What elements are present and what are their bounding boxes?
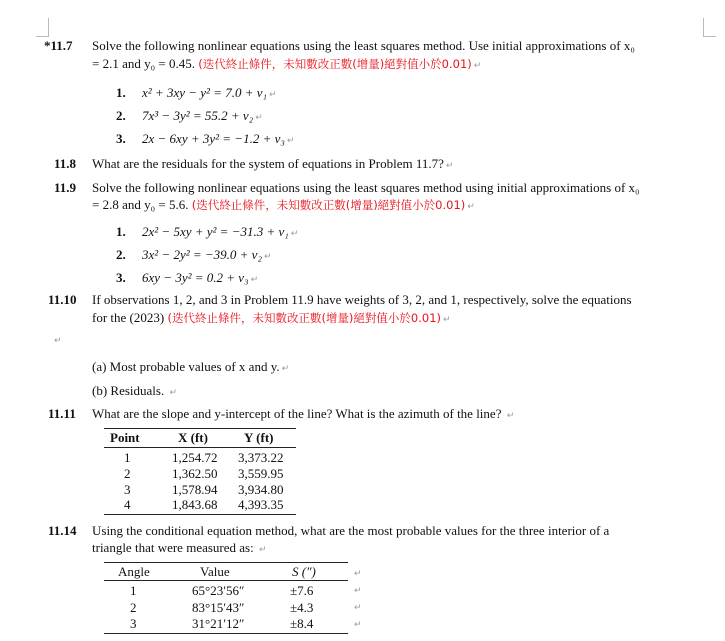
table-header: Angle (118, 564, 150, 579)
problem-number: 11.10 (48, 292, 77, 307)
table-header: S (″) (292, 564, 316, 579)
iteration-note: (迭代終止條件，未知數改正數(增量)絕對值小於0.01) (191, 198, 466, 212)
equation-label: 2. (116, 247, 126, 262)
problem-text: Solve the following nonlinear equations using the least squares method using initial approximations of x₀ (92, 180, 640, 195)
equation-label: 3. (116, 131, 126, 146)
equation-label: 1. (116, 85, 126, 100)
iteration-note: (迭代終止條件，未知數改正數(增量)絕對值小於0.01) (198, 57, 472, 71)
equation-label: 3. (116, 270, 126, 285)
problem-number: 11.9 (54, 180, 77, 195)
cell-end-marks: ↵ ↵ ↵ ↵ (354, 569, 362, 630)
sub-question: (b) Residuals. ↵ (92, 383, 178, 398)
equation: 2x² − 5xy + y² = −31.3 + v₁ ↵ (142, 224, 299, 239)
table-header: X (ft) (178, 430, 208, 445)
equation-label: 1. (116, 224, 126, 239)
problem-number: 11.8 (54, 156, 77, 171)
table-header-rule (104, 447, 296, 448)
problem-text: If observations 1, 2, and 3 in Problem 11.9 have weights of 3, 2, and 1, respectively, solve the equations (92, 292, 632, 307)
table-header-rule (104, 580, 348, 581)
problem-text: What are the slope and y-intercept of the line? What is the azimuth of the line? ↵ (92, 406, 515, 421)
table-header: Value (200, 564, 230, 579)
table-bottom-rule (104, 514, 296, 515)
paragraph-mark: ↵ (54, 336, 62, 346)
problem-text: What are the residuals for the system of equations in Problem 11.7? ↵ (92, 156, 454, 171)
problem-number: 11.14 (48, 523, 77, 538)
equation: x² + 3xy − y² = 7.0 + v₁ ↵ (142, 85, 277, 100)
table-bottom-rule (104, 633, 348, 634)
problem-text: Solve the following nonlinear equations using the least squares method. Use initial approximations of x₀ (92, 38, 635, 53)
equation-label: 2. (116, 108, 126, 123)
problem-text: = 2.1 and y₀ = 0.45. (迭代終止條件，未知數改正數(增量)絕對值小於0.01) ↵ (92, 56, 482, 71)
problem-number: 11.11 (48, 406, 76, 421)
table-header: Point (110, 430, 140, 445)
table-top-rule (104, 428, 296, 429)
iteration-note: (迭代終止條件，未知數改正數(增量)絕對值小於0.01) (167, 311, 442, 325)
page-corner-mark-right (703, 18, 716, 37)
equation: 6xy − 3y² = 0.2 + v₃ ↵ (142, 270, 259, 285)
problem-text: = 2.8 and y₀ = 5.6. (迭代終止條件，未知數改正數(增量)絕對值小於0.01) ↵ (92, 197, 475, 212)
equation: 2x − 6xy + 3y² = −1.2 + v₃ ↵ (142, 131, 295, 146)
table-header: Y (ft) (244, 430, 274, 445)
sub-question: (a) Most probable values of x and y. ↵ (92, 359, 290, 374)
page-corner-mark-left (36, 18, 49, 37)
problem-text: Using the conditional equation method, what are the most probable values for the three interior of a (92, 523, 610, 538)
table-top-rule (104, 562, 348, 563)
problem-number: *11.7 (44, 38, 73, 53)
equation: 7x³ − 3y² = 55.2 + v₂ ↵ (142, 108, 263, 123)
problem-text: for the (2023) (迭代終止條件，未知數改正數(增量)絕對值小於0.01) ↵ (92, 310, 451, 325)
problem-text: triangle that were measured as: ↵ (92, 540, 267, 555)
equation: 3x² − 2y² = −39.0 + v₂ ↵ (142, 247, 272, 262)
